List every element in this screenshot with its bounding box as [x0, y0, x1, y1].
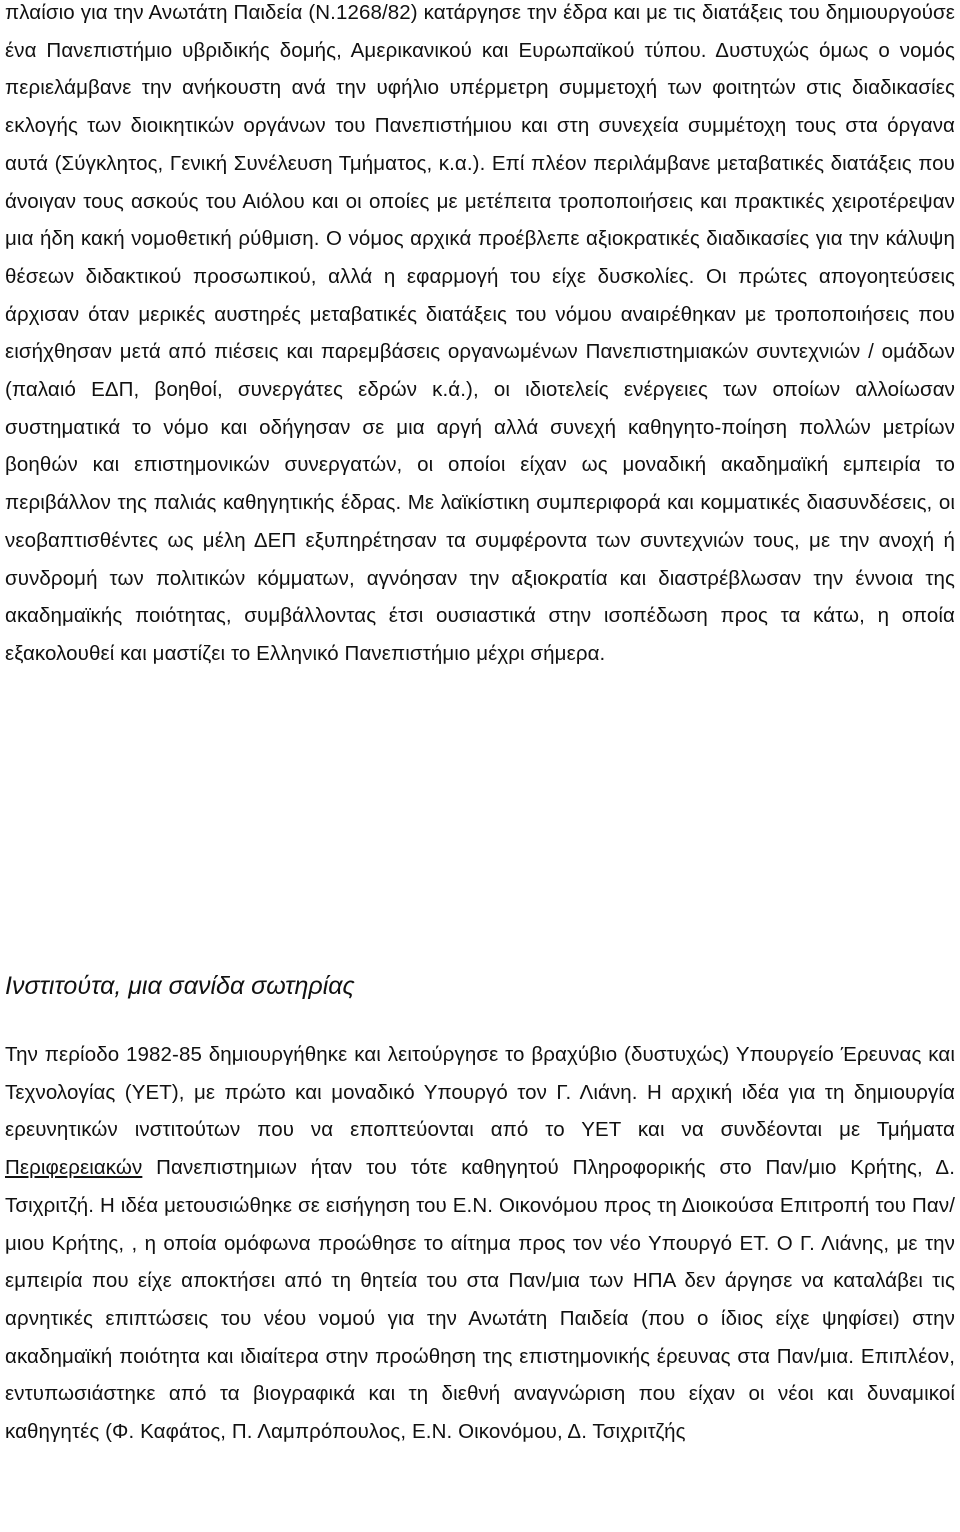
underlined-term-regional: Περιφερειακών [5, 1156, 143, 1180]
body-paragraph-university-law: πλαίσιο για την Ανωτάτη Παιδεία (Ν.1268/82) κατάργησε την έδρα και με τις διατάξεις του δημιουργούσε ένα Πανεπιστήμιο υβριδικής δομής, Αμερικανικού και Ευρωπαϊκού τύπου. Δυστυχώς όμως ο νομός περιελάμβανε την ανήκουστη ανά την υφήλιο υπέρμετρη συμμετοχή των φοιτητών στις διαδικασίες εκλογής των διοικητικών οργάνων του Πανεπιστήμιου και στη συνεχεία συμμέτοχη τους στα όργανα αυτά (Σύγκλητος, Γενική Συνέλευση Τμήματος, κ.α.). Επί πλέον περιλάμβανε μεταβατικές διατάξεις που άνοιγαν τους ασκούς του Αιόλου και οι οποίες με μετέπειτα τροποποιήσεις και πρακτικές χειροτέρεψαν μια ήδη κακή νομοθετική ρύθμιση. Ο νόμος αρχικά προέβλεπε αξιοκρατικές διαδικασίες για την κάλυψη θέσεων διδακτικού προσωπικού, αλλά η εφαρμογή του είχε δυσκολίες. Οι πρώτες απογοητεύσεις άρχισαν όταν μερικές αυστηρές μεταβατικές διατάξεις του νόμου αναιρέθηκαν με τροποποιήσεις που εισήχθησαν μετά από πιέσεις και παρεμβάσεις οργανωμένων Πανεπιστημιακών συντεχνιών / ομάδων (παλαιό ΕΔΠ, βοηθοί, συνεργάτες εδρών κ.ά.), οι ιδιοτελείς ενέργειες των οποίων αλλοίωσαν συστηματικά το νόμο και οδήγησαν σε μια αργή αλλά συνεχή καθηγητο-ποίηση πολλών μετρίων βοηθών και επιστημονικών συνεργατών, οι οποίοι είχαν ως μοναδική ακαδημαϊκή εμπειρία το περιβάλλον της παλιάς καθηγητικής έδρας. Με λαϊκίστικη συμπεριφορά και κομματικές διασυνδέσεις, οι νεοβαπτισθέντες ως μέλη ΔΕΠ εξυπηρέτησαν τα συμφέροντα των συντεχνιών τους, με την ανοχή ή συνδρομή των πολιτικών κόμματων, αγνόησαν την αξιοκρατία και διαστρέβλωσαν την έννοια της ακαδημαϊκής ποιότητας, συμβάλλοντας έτσι ουσιαστικά στην ισοπέδωση προς τα κάτω, η οποία εξακολουθεί και μαστίζει το Ελληνικό Πανεπιστήμιο μέχρι σήμερα. [5, 1, 955, 665]
section-heading-institutes: Ινστιτούτα, μια σανίδα σωτηρίας [5, 972, 355, 1000]
body-paragraph-institutes [5, 1036, 955, 1451]
paragraph-text-before-link: Την περίοδο 1982-85 δημιουργήθηκε και λειτούργησε το βραχύβιο (δυστυχώς) Υπουργείο Έρευνας και Τεχνολογίας (ΥΕΤ), με πρώτο και μοναδικό Υπουργό τον Γ. Λιάνη. Η αρχική ιδέα για τη δημιουργία ερευνητικών ινστιτούτων που να εποπτεύονται από το ΥΕΤ και να συνδέονται με Τμήματα [5, 1043, 955, 1142]
paragraph-text-after-link: Πανεπιστημιων ήταν του τότε καθηγητού Πληροφορικής στο Παν/μιο Κρήτης, Δ. Τσιχριτζή. Η ιδέα μετουσιώθηκε σε εισήγηση του Ε.Ν. Οικονόμου προς τη Διοικούσα Επιτροπή του Παν/μιου Κρήτης, , η οποία ομόφωνα προώθησε το αίτημα προς τον νέο Υπουργό ΕΤ. Ο Γ. Λιάνης, με την εμπειρία που είχε αποκτήσει από τη θητεία του στα Παν/μια των ΗΠΑ δεν άργησε να καταλάβει τις αρνητικές επιπτώσεις του νέου νομού για την Ανωτάτη Παιδεία (που ο ίδιος είχε ψηφίσει) στην ακαδημαϊκή ποιότητα και ιδιαίτερα στην προώθηση της επιστημονικής έρευνας στα Παν/μια. Επιπλέον, εντυπωσιάστηκε από τα βιογραφικά και τη διεθνή αναγνώριση που είχαν οι νέοι και δυναμικοί καθηγητές (Φ. Καφάτος, Π. Λαμπρόπουλος, Ε.Ν. Οικονόμου, Δ. Τσιχριτζής [5, 1156, 955, 1444]
